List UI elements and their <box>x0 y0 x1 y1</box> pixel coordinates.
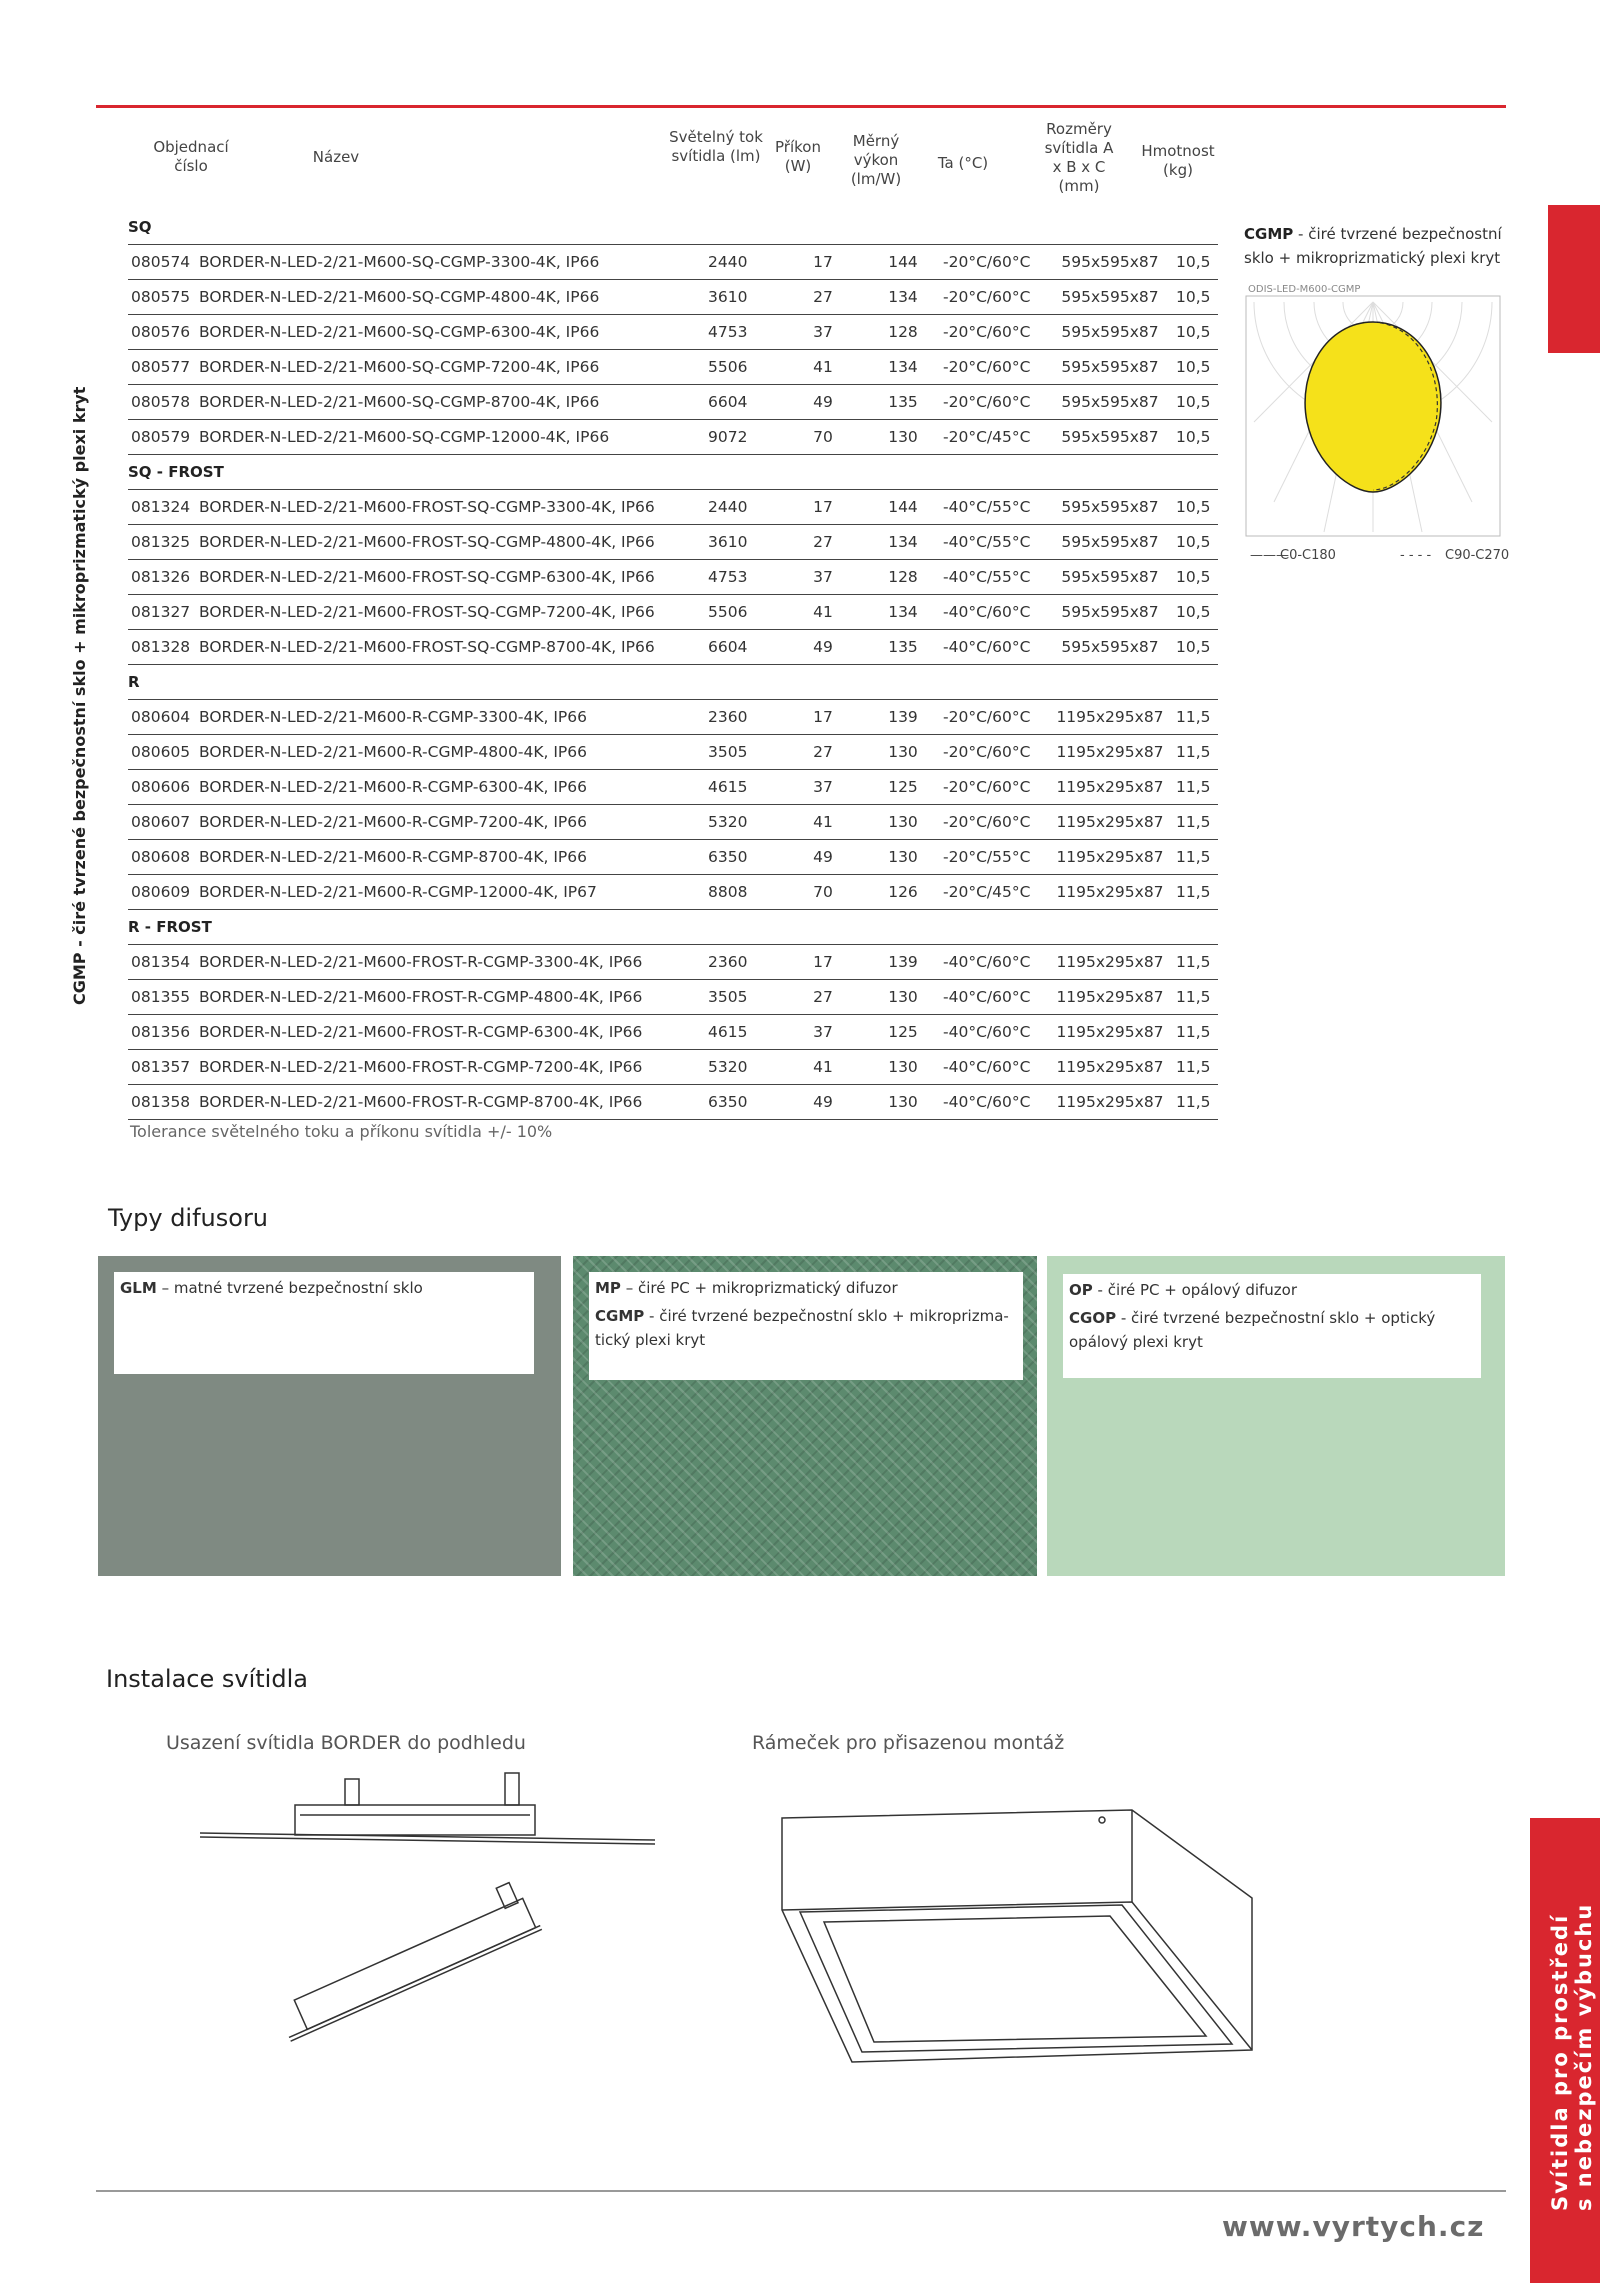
cell-efficacy: 130 <box>888 988 918 1006</box>
cell-name: BORDER-N-LED-2/21-M600-R-CGMP-7200-4K, IP66 <box>199 813 587 831</box>
cell-code: 080606 <box>131 778 191 796</box>
section-title-r: R <box>128 665 1218 700</box>
cell-ta: -20°C/60°C <box>943 813 1031 831</box>
cell-flux: 5506 <box>708 358 748 376</box>
cell-dims: 595x595x87 <box>1061 428 1159 446</box>
table-row <box>128 980 1218 1015</box>
cell-efficacy: 134 <box>888 533 918 551</box>
cell-power: 37 <box>813 1023 833 1041</box>
cell-flux: 3610 <box>708 533 748 551</box>
cell-dims: 1195x295x87 <box>1056 708 1164 726</box>
cell-name: BORDER-N-LED-2/21-M600-R-CGMP-12000-4K, IP67 <box>199 883 597 901</box>
table-row <box>128 420 1218 455</box>
table-row <box>128 385 1218 420</box>
cell-code: 081326 <box>131 568 191 586</box>
side-note <box>1244 222 1514 270</box>
cell-code: 080579 <box>131 428 191 446</box>
cell-dims: 1195x295x87 <box>1056 988 1164 1006</box>
cell-name: BORDER-N-LED-2/21-M600-FROST-R-CGMP-4800-4K, IP66 <box>199 988 643 1006</box>
cell-name: BORDER-N-LED-2/21-M600-SQ-CGMP-7200-4K, IP66 <box>199 358 600 376</box>
cell-flux: 6350 <box>708 1093 748 1111</box>
cell-ta: -20°C/60°C <box>943 358 1031 376</box>
diffuser-tile-mp <box>573 1256 1037 1576</box>
cell-name: BORDER-N-LED-2/21-M600-SQ-CGMP-8700-4K, IP66 <box>199 393 600 411</box>
cell-name: BORDER-N-LED-2/21-M600-FROST-SQ-CGMP-4800-4K, IP66 <box>199 533 655 551</box>
cell-weight: 11,5 <box>1176 1023 1211 1041</box>
table-row <box>128 840 1218 875</box>
header-code: Objednací číslo <box>153 138 229 175</box>
cell-power: 37 <box>813 568 833 586</box>
cell-efficacy: 125 <box>888 1023 918 1041</box>
table-row <box>128 315 1218 350</box>
cell-efficacy: 130 <box>888 428 918 446</box>
cell-power: 41 <box>813 358 833 376</box>
cell-code: 080605 <box>131 743 191 761</box>
cell-name: BORDER-N-LED-2/21-M600-SQ-CGMP-4800-4K, IP66 <box>199 288 600 306</box>
cell-weight: 10,5 <box>1176 288 1211 306</box>
cell-power: 17 <box>813 498 833 516</box>
cell-ta: -40°C/60°C <box>943 988 1031 1006</box>
header-name: Název <box>312 148 360 166</box>
cell-dims: 1195x295x87 <box>1056 1023 1164 1041</box>
cell-dims: 1195x295x87 <box>1056 883 1164 901</box>
cell-dims: 595x595x87 <box>1061 358 1159 376</box>
cell-weight: 10,5 <box>1176 253 1211 271</box>
cell-weight: 11,5 <box>1176 883 1211 901</box>
cell-flux: 3610 <box>708 288 748 306</box>
cell-ta: -40°C/55°C <box>943 533 1031 551</box>
cell-efficacy: 130 <box>888 848 918 866</box>
cell-name: BORDER-N-LED-2/21-M600-SQ-CGMP-3300-4K, IP66 <box>199 253 600 271</box>
table-row <box>128 1085 1218 1120</box>
cell-dims: 595x595x87 <box>1061 638 1159 656</box>
cell-efficacy: 125 <box>888 778 918 796</box>
sidebar-tab <box>1530 1818 1600 2283</box>
table-row <box>128 770 1218 805</box>
cgmp-label: CGMP - čiré tvrzené bezpečnostní sklo + mikroprizma-tický plexi kryt <box>595 1307 1009 1349</box>
footer-url[interactable]: www.vyrtych.cz <box>1222 2210 1485 2243</box>
top-rule <box>96 105 1506 108</box>
section-rows-r <box>128 700 1218 910</box>
cell-power: 41 <box>813 603 833 621</box>
cell-ta: -20°C/60°C <box>943 288 1031 306</box>
install-caption-right: Rámeček pro přisazenou montáž <box>752 1732 1065 1754</box>
cell-power: 41 <box>813 813 833 831</box>
sidebar-tab-line1: Svítidla pro prostředí <box>1548 1913 1572 2211</box>
cell-code: 081357 <box>131 1058 191 1076</box>
cell-efficacy: 130 <box>888 743 918 761</box>
cell-code: 080577 <box>131 358 191 376</box>
cell-efficacy: 144 <box>888 498 918 516</box>
table-row <box>128 735 1218 770</box>
header-flux: Světelný tok svítidla (lm) <box>669 128 763 165</box>
cell-code: 081327 <box>131 603 191 621</box>
cell-power: 27 <box>813 288 833 306</box>
header-ta: Ta (°C) <box>937 154 989 172</box>
cell-code: 080609 <box>131 883 191 901</box>
cell-dims: 595x595x87 <box>1061 288 1159 306</box>
section-title-r-frost: R - FROST <box>128 910 1218 945</box>
cell-flux: 4753 <box>708 568 748 586</box>
diffuser-tile-op <box>1047 1256 1505 1576</box>
cell-code: 080608 <box>131 848 191 866</box>
cell-ta: -20°C/60°C <box>943 323 1031 341</box>
section-title-sq: SQ <box>128 210 1218 245</box>
cgop-label: CGOP - čiré tvrzené bezpečnostní sklo + optický opálový plexi kryt <box>1069 1309 1436 1351</box>
surface-frame-drawing <box>762 1800 1272 2080</box>
cell-weight: 10,5 <box>1176 323 1211 341</box>
cell-dims: 1195x295x87 <box>1056 848 1164 866</box>
cell-ta: -20°C/60°C <box>943 393 1031 411</box>
cell-flux: 2360 <box>708 708 748 726</box>
cell-dims: 1195x295x87 <box>1056 778 1164 796</box>
cell-flux: 3505 <box>708 743 748 761</box>
cell-weight: 11,5 <box>1176 813 1211 831</box>
cell-dims: 595x595x87 <box>1061 603 1159 621</box>
cell-power: 49 <box>813 1093 833 1111</box>
cell-ta: -20°C/45°C <box>943 428 1031 446</box>
cell-efficacy: 134 <box>888 358 918 376</box>
section-title-sq-frost: SQ - FROST <box>128 455 1218 490</box>
cell-code: 080578 <box>131 393 191 411</box>
cell-ta: -40°C/60°C <box>943 1058 1031 1076</box>
table-row <box>128 1050 1218 1085</box>
section-rows-r-frost <box>128 945 1218 1120</box>
cell-dims: 595x595x87 <box>1061 498 1159 516</box>
cell-name: BORDER-N-LED-2/21-M600-R-CGMP-3300-4K, IP66 <box>199 708 587 726</box>
cell-dims: 595x595x87 <box>1061 253 1159 271</box>
diffuser-tile-glm <box>98 1256 561 1576</box>
table-row <box>128 875 1218 910</box>
cell-efficacy: 134 <box>888 603 918 621</box>
cell-name: BORDER-N-LED-2/21-M600-SQ-CGMP-12000-4K, IP66 <box>199 428 610 446</box>
cell-code: 081356 <box>131 1023 191 1041</box>
cell-power: 17 <box>813 708 833 726</box>
cell-weight: 11,5 <box>1176 1058 1211 1076</box>
side-note-text: - čiré tvrzené bezpečnostní sklo + mikroprizmatický plexi kryt <box>1244 225 1502 267</box>
cell-weight: 10,5 <box>1176 638 1211 656</box>
cell-weight: 11,5 <box>1176 1093 1211 1111</box>
cell-flux: 6604 <box>708 393 748 411</box>
cell-power: 37 <box>813 323 833 341</box>
cell-power: 70 <box>813 883 833 901</box>
cell-efficacy: 128 <box>888 568 918 586</box>
cell-code: 081324 <box>131 498 191 516</box>
op-label: OP - čiré PC + opálový difuzor <box>1069 1281 1298 1299</box>
cell-dims: 1195x295x87 <box>1056 743 1164 761</box>
cell-flux: 5320 <box>708 1058 748 1076</box>
cell-code: 081355 <box>131 988 191 1006</box>
tolerance-note: Tolerance světelného toku a příkonu svítidla +/- 10% <box>130 1122 553 1141</box>
legend-c0: C0-C180 <box>1280 548 1336 563</box>
header-dims: Rozměry svítidla A x B x C (mm) <box>1044 120 1114 195</box>
cell-efficacy: 134 <box>888 288 918 306</box>
cell-weight: 11,5 <box>1176 778 1211 796</box>
cell-efficacy: 135 <box>888 638 918 656</box>
cell-ta: -40°C/60°C <box>943 953 1031 971</box>
mp-cgmp-label <box>589 1272 1023 1380</box>
cell-name: BORDER-N-LED-2/21-M600-FROST-SQ-CGMP-7200-4K, IP66 <box>199 603 655 621</box>
header-power: Příkon (W) <box>775 138 821 175</box>
cell-dims: 595x595x87 <box>1061 393 1159 411</box>
cell-dims: 595x595x87 <box>1061 323 1159 341</box>
cell-weight: 10,5 <box>1176 603 1211 621</box>
table-row <box>128 280 1218 315</box>
table-row <box>128 525 1218 560</box>
op-cgop-label <box>1063 1274 1481 1378</box>
cell-power: 27 <box>813 988 833 1006</box>
mp-label: MP – čiré PC + mikroprizmatický difuzor <box>595 1279 898 1297</box>
cell-efficacy: 126 <box>888 883 918 901</box>
cell-flux: 4615 <box>708 1023 748 1041</box>
cell-flux: 8808 <box>708 883 748 901</box>
cell-power: 41 <box>813 1058 833 1076</box>
cell-ta: -20°C/55°C <box>943 848 1031 866</box>
cell-name: BORDER-N-LED-2/21-M600-FROST-SQ-CGMP-8700-4K, IP66 <box>199 638 655 656</box>
table-row <box>128 700 1218 735</box>
cell-power: 37 <box>813 778 833 796</box>
cell-code: 080575 <box>131 288 191 306</box>
sidebar-tab-line2: s nebezpečím výbuchu <box>1572 1902 1596 2211</box>
bottom-rule <box>96 2190 1506 2192</box>
cell-weight: 10,5 <box>1176 393 1211 411</box>
cell-name: BORDER-N-LED-2/21-M600-R-CGMP-6300-4K, IP66 <box>199 778 587 796</box>
cell-ta: -40°C/55°C <box>943 568 1031 586</box>
cell-weight: 10,5 <box>1176 498 1211 516</box>
cell-dims: 595x595x87 <box>1061 533 1159 551</box>
legend-solid-line: ——— <box>1250 548 1289 563</box>
cell-efficacy: 144 <box>888 253 918 271</box>
cell-efficacy: 130 <box>888 1093 918 1111</box>
cell-flux: 6604 <box>708 638 748 656</box>
cell-weight: 10,5 <box>1176 428 1211 446</box>
cell-ta: -20°C/60°C <box>943 253 1031 271</box>
cell-efficacy: 130 <box>888 813 918 831</box>
cell-code: 080576 <box>131 323 191 341</box>
cell-power: 49 <box>813 638 833 656</box>
cell-flux: 4615 <box>708 778 748 796</box>
cell-weight: 11,5 <box>1176 848 1211 866</box>
cell-ta: -40°C/60°C <box>943 603 1031 621</box>
cell-code: 080607 <box>131 813 191 831</box>
cell-name: BORDER-N-LED-2/21-M600-FROST-SQ-CGMP-3300-4K, IP66 <box>199 498 655 516</box>
cell-weight: 10,5 <box>1176 533 1211 551</box>
cell-flux: 5320 <box>708 813 748 831</box>
cell-code: 081328 <box>131 638 191 656</box>
cell-power: 27 <box>813 743 833 761</box>
cell-weight: 11,5 <box>1176 708 1211 726</box>
cell-dims: 1195x295x87 <box>1056 1058 1164 1076</box>
cell-code: 080604 <box>131 708 191 726</box>
cell-dims: 1195x295x87 <box>1056 953 1164 971</box>
cell-power: 49 <box>813 393 833 411</box>
section-rows-sq <box>128 245 1218 455</box>
table-row <box>128 595 1218 630</box>
cell-weight: 10,5 <box>1176 358 1211 376</box>
cell-name: BORDER-N-LED-2/21-M600-FROST-SQ-CGMP-6300-4K, IP66 <box>199 568 655 586</box>
cell-name: BORDER-N-LED-2/21-M600-R-CGMP-8700-4K, IP66 <box>199 848 587 866</box>
ceiling-install-drawing <box>190 1765 670 2065</box>
product-table <box>128 210 1218 1120</box>
cell-flux: 6350 <box>708 848 748 866</box>
cell-ta: -40°C/60°C <box>943 1023 1031 1041</box>
table-row <box>128 630 1218 665</box>
install-heading: Instalace svítidla <box>106 1665 308 1693</box>
cell-weight: 10,5 <box>1176 568 1211 586</box>
polar-title: ODIS-LED-M600-CGMP <box>1248 284 1361 295</box>
table-row <box>128 1015 1218 1050</box>
header-efficacy: Měrný výkon (lm/W) <box>850 132 902 188</box>
cell-efficacy: 139 <box>888 708 918 726</box>
section-rows-sq-frost <box>128 490 1218 665</box>
cell-power: 70 <box>813 428 833 446</box>
cell-code: 080574 <box>131 253 191 271</box>
cell-efficacy: 130 <box>888 1058 918 1076</box>
cell-weight: 11,5 <box>1176 953 1211 971</box>
diffusers-heading: Typy difusoru <box>108 1204 269 1232</box>
cell-ta: -40°C/60°C <box>943 638 1031 656</box>
table-row <box>128 945 1218 980</box>
cell-name: BORDER-N-LED-2/21-M600-FROST-R-CGMP-3300-4K, IP66 <box>199 953 643 971</box>
red-tab-marker <box>1548 205 1600 353</box>
cell-name: BORDER-N-LED-2/21-M600-FROST-R-CGMP-8700-4K, IP66 <box>199 1093 643 1111</box>
cell-flux: 4753 <box>708 323 748 341</box>
polar-curve <box>1305 322 1441 492</box>
cell-flux: 5506 <box>708 603 748 621</box>
legend-dashed-line: - - - - <box>1400 548 1432 563</box>
cell-power: 49 <box>813 848 833 866</box>
cell-efficacy: 135 <box>888 393 918 411</box>
cell-flux: 2360 <box>708 953 748 971</box>
polar-diagram <box>1244 282 1504 542</box>
cell-power: 27 <box>813 533 833 551</box>
cell-dims: 1195x295x87 <box>1056 813 1164 831</box>
cell-efficacy: 139 <box>888 953 918 971</box>
cell-efficacy: 128 <box>888 323 918 341</box>
table-row <box>128 490 1218 525</box>
cell-power: 17 <box>813 953 833 971</box>
cell-power: 17 <box>813 253 833 271</box>
cell-weight: 11,5 <box>1176 988 1211 1006</box>
header-weight: Hmotnost (kg) <box>1141 142 1215 179</box>
cell-dims: 1195x295x87 <box>1056 1093 1164 1111</box>
cell-code: 081354 <box>131 953 191 971</box>
cell-name: BORDER-N-LED-2/21-M600-FROST-R-CGMP-6300-4K, IP66 <box>199 1023 643 1041</box>
cell-code: 081325 <box>131 533 191 551</box>
cell-ta: -20°C/60°C <box>943 708 1031 726</box>
cell-dims: 595x595x87 <box>1061 568 1159 586</box>
install-caption-left: Usazení svítidla BORDER do podhledu <box>166 1732 526 1754</box>
cell-code: 081358 <box>131 1093 191 1111</box>
cell-flux: 2440 <box>708 498 748 516</box>
table-header <box>96 120 1216 210</box>
cell-ta: -40°C/55°C <box>943 498 1031 516</box>
cell-weight: 11,5 <box>1176 743 1211 761</box>
cell-ta: -40°C/60°C <box>943 1093 1031 1111</box>
side-note-abbr: CGMP <box>1244 225 1294 243</box>
cell-ta: -20°C/60°C <box>943 743 1031 761</box>
glm-label: GLM – matné tvrzené bezpečnostní sklo <box>114 1272 534 1374</box>
cell-ta: -20°C/60°C <box>943 778 1031 796</box>
table-row <box>128 350 1218 385</box>
cell-name: BORDER-N-LED-2/21-M600-FROST-R-CGMP-7200-4K, IP66 <box>199 1058 643 1076</box>
cell-name: BORDER-N-LED-2/21-M600-SQ-CGMP-6300-4K, IP66 <box>199 323 600 341</box>
cell-name: BORDER-N-LED-2/21-M600-R-CGMP-4800-4K, IP66 <box>199 743 587 761</box>
cell-flux: 3505 <box>708 988 748 1006</box>
cell-ta: -20°C/45°C <box>943 883 1031 901</box>
table-row <box>128 245 1218 280</box>
cell-flux: 9072 <box>708 428 748 446</box>
legend-c90: C90-C270 <box>1445 548 1510 563</box>
table-row <box>128 805 1218 840</box>
cell-flux: 2440 <box>708 253 748 271</box>
table-row <box>128 560 1218 595</box>
